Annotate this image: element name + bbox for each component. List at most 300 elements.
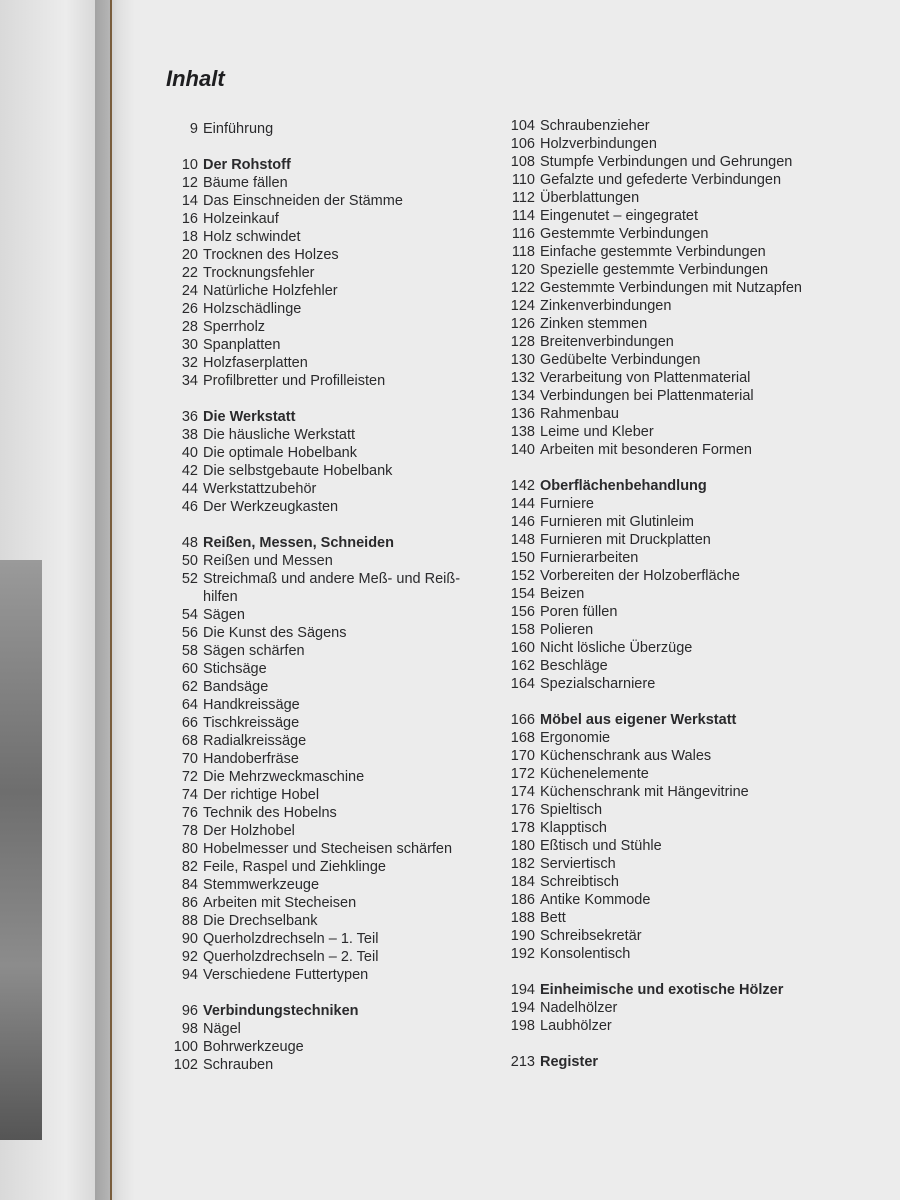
toc-entry-title: Holzeinkauf (203, 211, 279, 227)
toc-entry (172, 480, 502, 498)
toc-entry (172, 804, 502, 822)
toc-entry-title: Möbel aus eigener Werkstatt (540, 712, 737, 728)
toc-entry-title: Bohrwerkzeuge (203, 1039, 304, 1055)
toc-entry (172, 678, 502, 696)
toc-page-number: 168 (510, 730, 535, 746)
toc-page-number: 26 (181, 301, 198, 317)
toc-page-number: 110 (511, 172, 535, 188)
toc-entry (172, 300, 502, 318)
toc-entry (506, 801, 886, 819)
toc-page-number: 156 (510, 604, 535, 620)
toc-entry-title: Technik des Hobelns (203, 805, 337, 821)
toc-entry-title: Ergonomie (540, 730, 611, 746)
toc-page-number: 10 (181, 157, 198, 173)
toc-page-number: 164 (510, 676, 535, 692)
toc-entry-title: Furnieren mit Glutinleim (540, 514, 694, 530)
toc-section-heading (172, 156, 502, 174)
toc-entry (506, 333, 886, 351)
toc-entry (506, 585, 886, 603)
toc-entry (506, 243, 886, 261)
toc-entry (506, 225, 886, 243)
toc-entry-title: Laubhölzer (540, 1018, 612, 1034)
toc-page-number: 154 (510, 586, 535, 602)
toc-entry-title: Radialkreissäge (203, 733, 307, 749)
toc-entry-title: Handoberfräse (203, 751, 299, 767)
toc-entry (506, 1017, 886, 1035)
section-spacer (506, 963, 886, 981)
page-title: Inhalt (166, 66, 225, 91)
toc-page-number: 86 (181, 895, 198, 911)
toc-entry (506, 297, 886, 315)
toc-page-number: 132 (510, 370, 535, 386)
toc-entry-title: Stemmwerkzeuge (203, 877, 320, 893)
toc-page-number: 40 (181, 445, 198, 461)
toc-entry-title: Die häusliche Werkstatt (203, 427, 356, 443)
toc-entry (172, 228, 502, 246)
toc-entry (506, 909, 886, 927)
toc-page-number: 198 (510, 1018, 535, 1034)
toc-entry-title: Furniere (540, 496, 594, 512)
section-spacer (172, 984, 502, 1002)
toc-page-number: 14 (181, 193, 198, 209)
toc-page-number: 142 (510, 478, 535, 494)
toc-entry (172, 444, 502, 462)
toc-entry-title: Hobelmesser und Stecheisen schärfen (203, 841, 453, 857)
toc-page-number: 108 (510, 154, 535, 170)
toc-entry (172, 462, 502, 480)
toc-entry (506, 153, 886, 171)
toc-entry (172, 1038, 502, 1056)
toc-entry (506, 873, 886, 891)
toc-entry (506, 747, 886, 765)
toc-page-number: 78 (181, 823, 198, 839)
section-spacer (506, 1035, 886, 1053)
toc-entry-title: Bandsäge (203, 679, 269, 695)
toc-page-number: 64 (181, 697, 198, 713)
toc-page-number: 42 (181, 463, 198, 479)
toc-page-number: 56 (181, 625, 198, 641)
toc-entry-title: Schreibtisch (540, 874, 619, 890)
toc-entry-title: Konsolentisch (540, 946, 631, 962)
toc-entry-title: Sperrholz (203, 319, 266, 335)
toc-entry-title: Profilbretter und Profilleisten (203, 373, 386, 389)
toc-section-heading (506, 711, 886, 729)
toc-entry-title: Der Holzhobel (203, 823, 295, 839)
toc-entry-title: Furnierarbeiten (540, 550, 639, 566)
toc-page-number: 74 (181, 787, 198, 803)
toc-entry-title: Schraubenzieher (540, 118, 650, 134)
toc-page-number: 166 (510, 712, 535, 728)
toc-entry-title: Arbeiten mit besonderen Formen (540, 442, 752, 458)
toc-entry-title: Schreibsekretär (540, 928, 642, 944)
toc-section-heading (506, 1053, 886, 1071)
toc-page-number: 44 (181, 481, 198, 497)
toc-entry-title: Streichmaß und andere Meß- und Reiß- (203, 571, 461, 587)
toc-entry (172, 714, 502, 732)
toc-page-number: 180 (510, 838, 535, 854)
toc-page-number: 58 (181, 643, 198, 659)
toc-page-number: 186 (510, 892, 535, 908)
toc-entry (506, 135, 886, 153)
toc-entry-title: Reißen, Messen, Schneiden (203, 535, 394, 551)
toc-entry (506, 405, 886, 423)
toc-entry-title: Querholzdrechseln – 1. Teil (203, 931, 379, 947)
toc-entry-title: Polieren (540, 622, 594, 638)
toc-entry-title: Handkreissäge (203, 697, 300, 713)
toc-page-number: 182 (510, 856, 535, 872)
toc-page-number: 60 (181, 661, 198, 677)
toc-entry-title: Einheimische und exotische Hölzer (540, 982, 784, 998)
toc-entry-title: Bett (540, 910, 566, 926)
toc-entry-title: Die Drechselbank (203, 913, 318, 929)
toc-page-number: 12 (181, 175, 198, 191)
toc-page-number: 18 (181, 229, 198, 245)
toc-page-number: 170 (510, 748, 535, 764)
toc-entry-title: Gestemmte Verbindungen (540, 226, 709, 242)
toc-entry (506, 549, 886, 567)
toc-entry-title: Verschiedene Futtertypen (203, 967, 369, 983)
toc-entry (172, 966, 502, 984)
toc-entry (172, 552, 502, 570)
toc-entry (172, 948, 502, 966)
toc-entry-title: Holzverbindungen (540, 136, 657, 152)
toc-entry-title: Spanplatten (203, 337, 281, 353)
toc-section-heading (506, 477, 886, 495)
toc-page-number: 194 (510, 982, 535, 998)
toc-page-number: 48 (181, 535, 198, 551)
toc-page-number: 124 (510, 298, 535, 314)
toc-entry-title: Schrauben (203, 1057, 274, 1073)
toc-entry (506, 513, 886, 531)
toc-entry (506, 387, 886, 405)
toc-page-number: 172 (510, 766, 535, 782)
toc-entry-title: Einfache gestemmte Verbindungen (540, 244, 766, 260)
toc-entry-title: Serviertisch (540, 856, 616, 872)
toc-page-number: 112 (511, 190, 535, 206)
toc-entry (172, 660, 502, 678)
toc-entry (172, 174, 502, 192)
toc-page-number: 72 (181, 769, 198, 785)
toc-page-number: 32 (181, 355, 198, 371)
toc-entry (172, 696, 502, 714)
toc-entry (172, 246, 502, 264)
toc-page-number: 178 (510, 820, 535, 836)
toc-entry (172, 1020, 502, 1038)
toc-entry-title: Poren füllen (540, 604, 618, 620)
toc-entry-title: Spieltisch (540, 802, 603, 818)
toc-entry (506, 189, 886, 207)
toc-entry (172, 606, 502, 624)
toc-entry-title: Breitenverbindungen (540, 334, 674, 350)
toc-entry-title: Zinken stemmen (540, 316, 648, 332)
toc-entry-title: Die Mehrzweckmaschine (203, 769, 365, 785)
toc-entry-title: Gestemmte Verbindungen mit Nutzapfen (540, 280, 802, 296)
toc-page-number: 92 (181, 949, 198, 965)
toc-page-number: 50 (181, 553, 198, 569)
toc-page-number: 24 (181, 283, 198, 299)
toc-page-number: 34 (181, 373, 198, 389)
toc-page-number: 90 (181, 931, 198, 947)
toc-page-number: 94 (181, 967, 198, 983)
toc-page-number: 38 (181, 427, 198, 443)
toc-entry-title: Oberflächenbehandlung (540, 478, 707, 494)
toc-entry-title: Küchenelemente (540, 766, 649, 782)
toc-page-number: 22 (181, 265, 198, 281)
toc-page-number: 130 (510, 352, 535, 368)
toc-entry (172, 624, 502, 642)
toc-page-number: 104 (510, 118, 535, 134)
toc-page-number: 190 (510, 928, 535, 944)
section-spacer (506, 693, 886, 711)
toc-entry-title: Register (540, 1054, 599, 1070)
toc-entry (506, 423, 886, 441)
toc-page-number: 9 (189, 121, 198, 137)
toc-entry (172, 336, 502, 354)
toc-entry (506, 261, 886, 279)
toc-entry-title: Die Werkstatt (203, 409, 296, 425)
toc-entry (172, 858, 502, 876)
section-spacer (172, 138, 502, 156)
toc-entry (172, 822, 502, 840)
toc-entry (172, 894, 502, 912)
toc-entry-title: Arbeiten mit Stecheisen (203, 895, 357, 911)
toc-entry-title: Sägen (203, 607, 245, 623)
section-spacer (172, 390, 502, 408)
toc-entry (506, 621, 886, 639)
toc-left-column (172, 120, 502, 1074)
toc-entry (506, 279, 886, 297)
toc-entry (172, 498, 502, 516)
toc-entry-title: Die selbstgebaute Hobelbank (203, 463, 393, 479)
toc-entry-title: Antike Kommode (540, 892, 651, 908)
toc-entry-title: Trocknungsfehler (203, 265, 315, 281)
toc-entry (172, 426, 502, 444)
toc-entry (172, 318, 502, 336)
toc-entry (506, 315, 886, 333)
toc-page-number: 126 (510, 316, 535, 332)
toc-page-number: 66 (181, 715, 198, 731)
toc-entry (172, 120, 502, 138)
toc-entry-title: Einführung (203, 121, 274, 137)
facing-page (0, 0, 110, 1200)
toc-section-heading (172, 1002, 502, 1020)
toc-page-number: 134 (510, 388, 535, 404)
toc-entry-title: Werkstattzubehör (203, 481, 317, 497)
toc-page-number: 88 (181, 913, 198, 929)
toc-entry (172, 1056, 502, 1074)
toc-page-number: 96 (181, 1003, 198, 1019)
toc-entry-title: Der Werkzeugkasten (203, 499, 339, 515)
toc-entry-title: Die Kunst des Sägens (203, 625, 347, 641)
toc-page-number: 100 (173, 1039, 198, 1055)
toc-entry (506, 639, 886, 657)
toc-entry (172, 372, 502, 390)
toc-page-number: 158 (510, 622, 535, 638)
toc-entry (172, 264, 502, 282)
toc-page-number: 52 (181, 571, 198, 587)
toc-entry (506, 729, 886, 747)
toc-entry (506, 999, 886, 1017)
facing-page-photo (0, 560, 42, 1140)
toc-entry (506, 927, 886, 945)
toc-page-number: 213 (510, 1054, 535, 1070)
toc-entry-title: Natürliche Holzfehler (203, 283, 338, 299)
toc-entry (506, 837, 886, 855)
toc-entry-title: Gedübelte Verbindungen (540, 352, 701, 368)
toc-entry-title: Holzfaserplatten (203, 355, 308, 371)
toc-entry-title: Verbindungstechniken (203, 1003, 359, 1019)
toc-entry-title: Das Einschneiden der Stämme (203, 193, 403, 209)
toc-page-number: 28 (181, 319, 198, 335)
toc-section-heading (172, 408, 502, 426)
toc-entry-title: Querholzdrechseln – 2. Teil (203, 949, 379, 965)
toc-entry-title: Küchenschrank mit Hängevitrine (540, 784, 749, 800)
toc-page-number: 138 (510, 424, 535, 440)
toc-page-number: 76 (181, 805, 198, 821)
toc-entry (172, 282, 502, 300)
toc-page-number: 98 (181, 1021, 198, 1037)
section-spacer (172, 516, 502, 534)
toc-entry-title: Nägel (203, 1021, 241, 1037)
toc-entry-title: Beizen (540, 586, 585, 602)
toc-entry-title: Nicht lösliche Überzüge (540, 640, 693, 656)
toc-entry-title: Klapptisch (540, 820, 607, 836)
toc-entry-title: Gefalzte und gefederte Verbindungen (540, 172, 782, 188)
toc-page-number: 162 (510, 658, 535, 674)
toc-entry-title: Leime und Kleber (540, 424, 654, 440)
toc-entry-title: Vorbereiten der Holzoberfläche (540, 568, 740, 584)
toc-page-number: 146 (510, 514, 535, 530)
toc-entry-title: Überblattungen (540, 190, 640, 206)
toc-page-number: 120 (510, 262, 535, 278)
toc-entry (506, 603, 886, 621)
toc-page-number: 114 (511, 208, 535, 224)
toc-entry-title: Verbindungen bei Plattenmaterial (540, 388, 754, 404)
toc-page-number: 70 (181, 751, 198, 767)
toc-entry (172, 732, 502, 750)
toc-page-number: 194 (510, 1000, 535, 1016)
toc-page-number: 122 (510, 280, 535, 296)
toc-page-number: 144 (510, 496, 535, 512)
toc-page-number: 176 (510, 802, 535, 818)
toc-entry-title: Trocknen des Holzes (203, 247, 339, 263)
toc-entry-title: Eßtisch und Stühle (540, 838, 662, 854)
toc-entry-title: Verarbeitung von Plattenmaterial (540, 370, 751, 386)
toc-entry (506, 855, 886, 873)
toc-page-number: 136 (510, 406, 535, 422)
toc-page-number: 20 (181, 247, 198, 263)
toc-entry-title: Holz schwindet (203, 229, 301, 245)
toc-page-number: 84 (181, 877, 198, 893)
toc-page-number: 128 (510, 334, 535, 350)
toc-entry-title: Feile, Raspel und Ziehklinge (203, 859, 386, 875)
book-gutter (95, 0, 135, 1200)
toc-entry (506, 567, 886, 585)
toc-entry (506, 765, 886, 783)
toc-page-number: 160 (510, 640, 535, 656)
toc-entry-title: Rahmenbau (540, 406, 619, 422)
toc-entry-title: Spezielle gestemmte Verbindungen (540, 262, 769, 278)
toc-entry (172, 354, 502, 372)
toc-page-number: 184 (510, 874, 535, 890)
toc-page-number: 82 (181, 859, 198, 875)
toc-entry (506, 657, 886, 675)
toc-page-number: 116 (511, 226, 535, 242)
toc-entry-title: Bäume fällen (203, 175, 288, 191)
toc-page-number: 54 (181, 607, 198, 623)
toc-entry (172, 642, 502, 660)
toc-entry-title: Stichsäge (203, 661, 267, 677)
toc-entry-title: Stumpfe Verbindungen und Gehrungen (540, 154, 793, 170)
toc-entry-title: Tischkreissäge (203, 715, 300, 731)
toc-entry (506, 351, 886, 369)
toc-page-number: 68 (181, 733, 198, 749)
toc-entry (172, 912, 502, 930)
toc-page-number: 188 (510, 910, 535, 926)
toc-entry-title: Eingenutet – eingegratet (540, 208, 699, 224)
toc-entry-title: Beschläge (540, 658, 608, 674)
toc-page-number: 140 (510, 442, 535, 458)
toc-entry (506, 945, 886, 963)
toc-entry (506, 171, 886, 189)
toc-page-number: 80 (181, 841, 198, 857)
toc-entry (506, 207, 886, 225)
toc-entry (506, 441, 886, 459)
toc-entry (172, 840, 502, 858)
toc-entry (506, 495, 886, 513)
toc-entry (172, 588, 502, 606)
toc-entry (172, 210, 502, 228)
toc-entry-title: Reißen und Messen (203, 553, 333, 569)
toc-page-number: 148 (510, 532, 535, 548)
toc-entry (172, 750, 502, 768)
toc-page-number: 106 (510, 136, 535, 152)
toc-page-number: 152 (510, 568, 535, 584)
toc-entry-title: Furnieren mit Druckplatten (540, 532, 711, 548)
toc-page-number: 174 (510, 784, 535, 800)
toc-entry (506, 783, 886, 801)
section-spacer (506, 459, 886, 477)
toc-entry-title: Der richtige Hobel (203, 787, 320, 803)
toc-page-number: 62 (181, 679, 198, 695)
toc-entry (172, 930, 502, 948)
toc-entry-title: Zinkenverbindungen (540, 298, 672, 314)
toc-page-number: 192 (510, 946, 535, 962)
toc-entry-title: Sägen schärfen (203, 643, 305, 659)
toc-entry (506, 369, 886, 387)
toc-entry (172, 876, 502, 894)
toc-entry-title: Die optimale Hobelbank (203, 445, 357, 461)
toc-page-number: 36 (181, 409, 198, 425)
toc-entry-title: Der Rohstoff (203, 157, 291, 173)
toc-section-heading (172, 534, 502, 552)
toc-section-heading (506, 981, 886, 999)
toc-entry (506, 675, 886, 693)
toc-page-number: 150 (510, 550, 535, 566)
toc-entry-title: Spezialscharniere (540, 676, 656, 692)
toc-entry (172, 570, 502, 588)
toc-page-number: 16 (181, 211, 198, 227)
toc-page-number: 118 (511, 244, 535, 260)
toc-entry-title: Holzschädlinge (203, 301, 302, 317)
toc-entry (506, 891, 886, 909)
toc-entry (506, 117, 886, 135)
toc-page-number: 102 (173, 1057, 198, 1073)
toc-entry (506, 531, 886, 549)
toc-entry (506, 819, 886, 837)
toc-entry-title: hilfen (203, 589, 238, 605)
toc-right-column (506, 117, 886, 1071)
